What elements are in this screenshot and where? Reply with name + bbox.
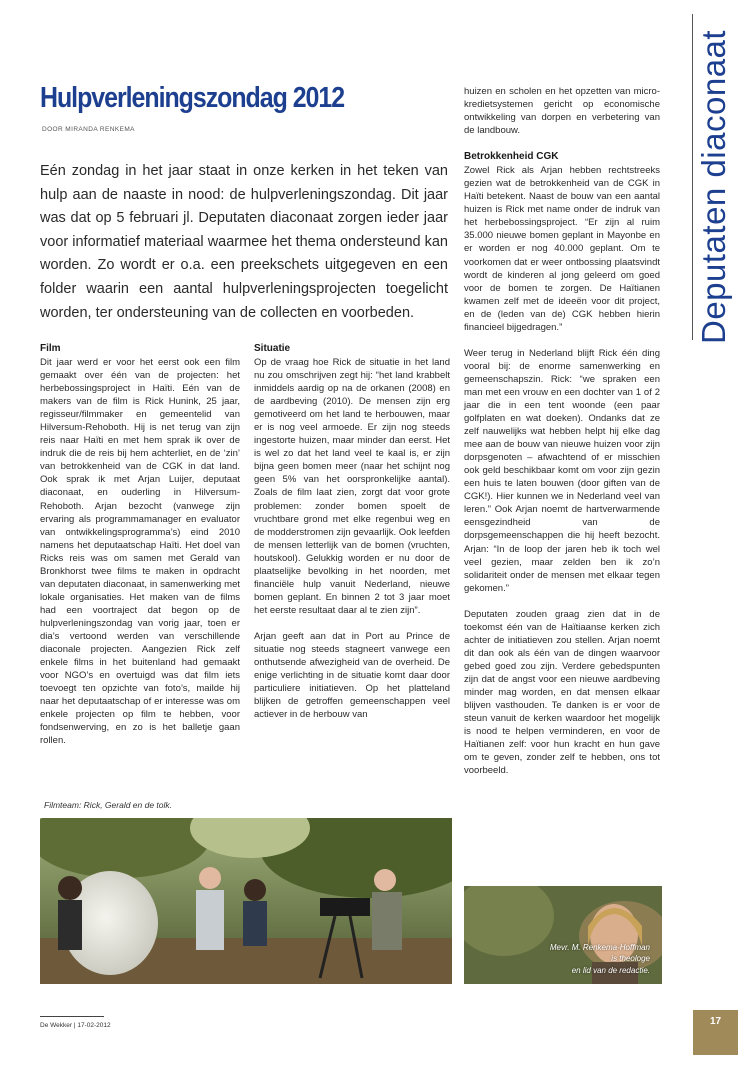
filmteam-photo bbox=[40, 818, 452, 984]
paragraph: Deputaten zouden graag zien dat in de toekomst één van de Haïtiaanse kerken zich achter de initiatieven zou stellen. Arjan noemt dit dan ook als één van de dingen waarvoor gebed goed zou zijn. Verdere gebedspunten zijn dat de angst voor een nieuwe aardbeving minder mag worden, en dat mensen elkaar blijven vasthouden. Te danken is er voor de steun vanuit de kerken waardoor het mogelijk is nood te helpen verminderen, en voor de Haïtianen zelf: voor hun kracht en hun gave om te geven, zonder zelf te hebben, ons tot voorbeeld. bbox=[464, 608, 660, 777]
paragraph: huizen en scholen en het opzetten van micro-kredietsystemen gericht op economische ontwikkeling van dorpen en verbetering van de landbouw. bbox=[464, 86, 660, 137]
paragraph: Dit jaar werd er voor het eerst ook een film gemaakt over één van de projecten: het herbebossingsproject in Haïti. Eén van de makers van de film is Rick Hunink, 25 jaar, regisseur/filmmaker en gemeentelid van Hilversum-Rehoboth. Hij is net terug van zijn reis naar Haïti en met hem sprak ik over de indruk die de reis bij hem achterliet, en de ‘zin’ van betrokkenheid van de CGK in dat land. Ook sprak ik met Arjan Luijer, deputaat diaconaat, en ouderling in Hilversum-Rehoboth. Arjan bezocht (vanwege zijn ervaring als programmamanager en evaluator van ontwikkelingsprogramma’s) eind 2010 namens het deputaatschap Haïti. Het doel van Ricks reis was om samen met Gerald van Bronkhorst twee films te maken in opdracht van deputaten diaconaat, in samenwerking met lokale organisaties. Het maken van de films had een voortraject dat begon op de hulpverleningszondag van vorig jaar, toen er dia’s vertoond werden van verschillende diaconale projecten. Aangezien Rick zelf enkele films in het buitenland had gemaakt voor NGO’s en overtuigd was dat film iets toevoegt ten opzichte van foto’s, mailde hij naar het deputaatschap of er interesse was om enkele projecten op film te hebben, voor fondsenwerving, en zo is het balletje gaan rollen. bbox=[40, 357, 240, 747]
article-title: Hulpverleningszondag 2012 bbox=[40, 82, 345, 114]
section-label-vertical: Deputaten diaconaat bbox=[695, 29, 732, 344]
section-heading-betrokkenheid: Betrokkenheid CGK bbox=[464, 151, 559, 163]
intro-paragraph: Eén zondag in het jaar staat in onze kerken in het teken van hulp aan de naaste in nood: de hulpverleningszondag. Dit jaar was dat op 5 februari jl. Deputaten diaconaat zorgen ieder jaar voor informatief materiaal waarmee het thema ondersteund kan worden. Zo wordt er o.a. een preekschets uitgegeven en een folder waarin een aantal hulpverleningsprojecten toegelicht worden, ter ondersteuning van de collecten en voorbeden. bbox=[40, 163, 448, 321]
section-heading-film: Film bbox=[40, 343, 61, 354]
portrait-caption-line: en lid van de redactie. bbox=[571, 965, 650, 975]
paragraph: Arjan geeft aan dat in Port au Prince de situatie nog steeds stagneert vanwege een onthutsende afwezigheid van de overheid. De enige verlichting in de situatie komt daar door particuliere initiatieven. Op het platteland blijken de getroffen gemeenschappen veel actiever in de herbouw van bbox=[254, 630, 450, 721]
portrait-caption-line: is theologe bbox=[611, 954, 650, 963]
paragraph: Op de vraag hoe Rick de situatie in het land nu zou omschrijven zegt hij: “het land krabbelt inmiddels aardig op na de orkanen (2008) en de aardbeving (2010). De mensen zijn erg gemotiveerd om het land te herbouwen, maar er is nog veel armoede. Er zijn nog steeds ingestorte huizen, maar minder dan eerst. Het is wel zo dat het land veel te kaal is, er zijn bijna geen bomen meer (naar het schijnt nog geen 5% van het oorspronkelijke aantal). Zoals de film laat zien, zorgt dat voor grote problemen: zonder bomen spoelt de vruchtbare grond met elke regenbui weg en de modderstromen zijn gevaarlijk. Ook leefden de mensen letterlijk van de bomen (vruchten, houtskool). Gelukkig worden er nu door de plaatselijke bevolking in het noorden, met financiële hulp vanuit Nederland, nieuwe bomen geplant. En binnen 2 tot 3 jaar moet het eerste resultaat daar al te zien zijn”. bbox=[254, 357, 450, 616]
column-betrokkenheid bbox=[464, 85, 660, 777]
portrait-caption-line: Mevr. M. Renkema-Hoffman bbox=[549, 942, 650, 952]
paragraph: Weer terug in Nederland blijft Rick één ding vooral bij: de enorme samenwerking en gemeenschapszin. Rick: “we spraken een man met een vrouw en een dochter van 1 of 2 jaar die in een tent woonde (een paar golfplaten en wat doeken). Ondanks dat ze zelf nauwelijks wat hebben helpt hij elke dag mee aan de bouw van nieuwe huizen voor zijn dorpsgenoten – afwachtend of er misschien ook geld beschikbaar komt om voor zijn gezin een huis te laten bouwen (door giften van de CGK!). Hier kunnen we in Nederland veel van leren.” Ook Arjan noemt de hartverwarmende eensgezindheid van de dorpsgemeenschappen die hij heeft bezocht. Arjan: “In de loop der jaren heb ik toch wel veel gezien, maar zelden ben ik zo’n solidariteit onder de mensen met elkaar tegen gekomen.” bbox=[464, 347, 660, 594]
column-situatie bbox=[254, 342, 450, 721]
paragraph: Zowel Rick als Arjan hebben rechtstreeks gezien wat de betrokkenheid van de CGK in Haïti betekent. Naast de bouw van een aantal huizen is Rick met name onder de indruk van het herbebossingsproject. “Er zijn al ruim 35.000 nieuwe bomen geplant in Mayonbe en er worden er nog 40.000 geplant. Om te voorkomen dat er weer ontbossing plaatsvindt wordt de kinderen al jong geleerd om goed voor de bomen te zorgen. De Haïtianen kwamen zelf met de ideeën voor dit project, en de (leden van de) CGK hebben hierin financieel bijgedragen.” bbox=[464, 165, 660, 333]
column-film bbox=[40, 342, 240, 747]
side-divider bbox=[692, 14, 693, 340]
footer-publication: De Wekker | 17-02-2012 bbox=[40, 1022, 111, 1029]
photo-caption: Filmteam: Rick, Gerald en de tolk. bbox=[44, 800, 173, 810]
portrait-caption bbox=[550, 942, 650, 977]
section-heading-situatie: Situatie bbox=[254, 343, 291, 354]
footer-divider bbox=[40, 1016, 104, 1017]
filmteam-photo-illustration bbox=[40, 818, 452, 984]
page-number: 17 bbox=[709, 1016, 722, 1027]
byline: DOOR MIRANDA RENKEMA bbox=[42, 126, 135, 133]
author-portrait bbox=[464, 886, 662, 984]
page-number-box bbox=[693, 1010, 738, 1055]
